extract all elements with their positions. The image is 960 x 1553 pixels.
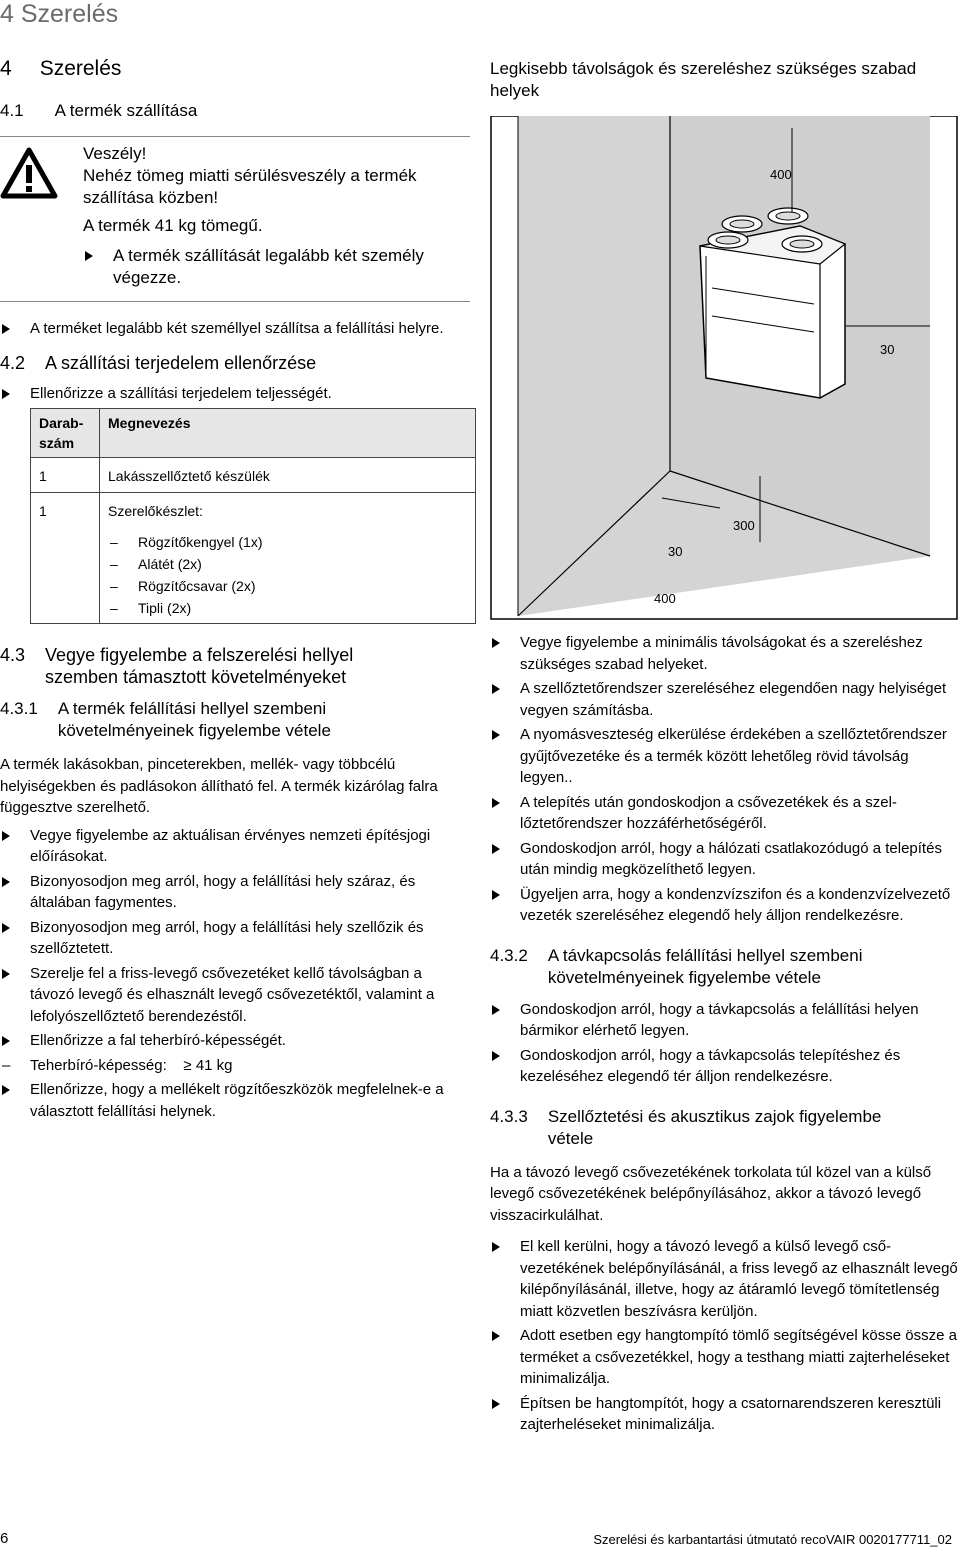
cell-name: Lakásszellőztető készülék xyxy=(100,458,476,493)
section-number: 4.3.1 xyxy=(0,699,38,718)
scope-table xyxy=(30,408,476,624)
chapter-title: Szerelés xyxy=(39,57,122,80)
section-title: A távkapcsolás felállítási hellyel szembeni követelményeinek figyelembe vétele xyxy=(547,945,863,987)
list-item: Gondoskodjon arról, hogy a hálózati csatlakozódugó a telepítés után mindig megközelíthető legyen. xyxy=(490,838,958,881)
section-number: 4.2 xyxy=(0,353,26,373)
list-item: Bizonyosodjon meg arról, hogy a felállítási hely szellőzik és szellőztetett. xyxy=(0,917,470,960)
section-number: 4.1 xyxy=(0,101,24,120)
section-title: A termék szállítása xyxy=(54,101,198,120)
chapter-number: 4 xyxy=(0,57,12,80)
section-4-3-3-heading xyxy=(490,1106,958,1150)
document-title: Szerelési és karbantartási útmutató recoVAIR 0020177711_02 xyxy=(593,1532,952,1547)
bullet-list xyxy=(0,825,470,1123)
list-item: A szellőztetőrendszer szereléséhez elegendően nagy helyiséget vegyen számításba. xyxy=(490,678,958,721)
section-4-3-2-heading xyxy=(490,945,958,989)
danger-bullet: A termék szállítását legalább két személy végezze. xyxy=(83,245,470,289)
cell-qty: 1 xyxy=(31,493,100,624)
page-number: 6 xyxy=(0,1530,9,1547)
section-title: A szállítási terjedelem ellenőrzése xyxy=(45,353,317,373)
list-item: Ellenőrizze, hogy a mellékelt rögzítőeszközök megfelelnek-e a választott felállítási helynek. xyxy=(0,1079,470,1122)
list-item: Vegye figyelembe a minimális távolságokat és a szereléshez szükséges szabad helyeket. xyxy=(490,632,958,675)
section-number: 4.3.3 xyxy=(490,1106,528,1126)
dim-floor-bottom-label: 400 xyxy=(654,591,676,606)
kit-item: – Tipli (2x) xyxy=(108,597,469,619)
danger-note: A termék 41 kg tömegű. xyxy=(83,215,263,235)
list-item: Ügyeljen arra, hogy a kondenzvízszifon és a kondenzvízelvezető vezeték szereléséhez elegendő hely álljon rendelkezésre. xyxy=(490,884,958,927)
list-item: Építsen be hangtompítót, hogy a csatornarendszeren keresztüli zajterheléseket minimalizálja. xyxy=(490,1393,958,1436)
cell-name xyxy=(100,493,476,624)
bullet-list-acoustic xyxy=(490,1236,958,1436)
right-column xyxy=(490,58,958,1436)
clearance-figure xyxy=(490,116,958,620)
kit-label: Szerelőkészlet: xyxy=(108,503,203,519)
list-item: Bizonyosodjon meg arról, hogy a felállítási hely száraz, és általában fagymentes. xyxy=(0,871,470,914)
list-item: A nyomásveszteség elkerülése érdekében a szellőztetőrendszer gyűjtővezetéke és a termék között lehetőleg rövid távolság legyen.. xyxy=(490,724,958,789)
list-item: Gondoskodjon arról, hogy a távkapcsolás telepítéshez és kezeléséhez elegendő tér álljon rendelkezésre. xyxy=(490,1045,958,1088)
section-title: A termék felállítási hellyel szembeni követelményeinek figyelembe vétele xyxy=(57,699,331,740)
section-number: 4.3 xyxy=(0,645,26,665)
list-item: Ellenőrizze a fal teherbíró-képességét. xyxy=(0,1030,470,1052)
danger-box xyxy=(0,137,470,301)
kit-item: – Alátét (2x) xyxy=(108,553,469,575)
table-row xyxy=(31,458,476,493)
list-item: A telepítés után gondoskodjon a csővezetékek és a szellőztetőrendszer hozzáférhetőségéről. xyxy=(490,792,958,835)
list-item: Adott esetben egy hangtompító tömlő segítségével kösse össze a terméket a csővezetékkel, hogy a testhang miatti zajterheléseket minimalizálja. xyxy=(490,1325,958,1390)
table-row xyxy=(31,493,476,624)
bullet-transport: A terméket legalább két személlyel szállítsa a felállítási helyre. xyxy=(0,318,470,340)
list-item: El kell kerülni, hogy a távozó levegő a külső levegő csővezetékének belépőnyílásánál, a friss levegő az elhasznált levegő kilépőnyílásánál, illetve, hogy az átáramló levegő tömítetlenség miatt közvetlen beszívásra kerüljön. xyxy=(490,1236,958,1322)
running-header: 4 Szerelés xyxy=(0,0,119,28)
dim-side-label: 30 xyxy=(880,342,895,357)
bullet-check: Ellenőrizze a szállítási terjedelem teljességét. xyxy=(0,383,470,405)
table-header-row xyxy=(31,409,476,458)
dim-floor-front-label: 300 xyxy=(733,518,755,533)
kit-item: – Rögzítőcsavar (2x) xyxy=(108,575,469,597)
warning-triangle-icon xyxy=(0,147,58,199)
dim-top-label: 400 xyxy=(770,167,792,182)
figure-title: Legkisebb távolságok és szereléshez szükséges szabad helyek xyxy=(490,59,917,100)
section-4-2-heading xyxy=(0,353,470,375)
danger-subtitle: Nehéz tömeg miatti sérülésveszély a termék szállítása közben! xyxy=(83,165,417,207)
bullet-list-clearance xyxy=(490,632,958,927)
list-item: Gondoskodjon arról, hogy a távkapcsolás a felállítási helyen bármikor elérhető legyen. xyxy=(490,999,958,1042)
ventilation-unit xyxy=(700,208,845,398)
cell-qty: 1 xyxy=(31,458,100,493)
bullet-list-remote xyxy=(490,999,958,1088)
chapter-heading xyxy=(0,58,470,88)
col-name-header: Megnevezés xyxy=(100,409,476,458)
section-4-3-heading xyxy=(0,644,470,688)
capacity-item xyxy=(0,1055,470,1077)
capacity-label: Teherbíró-képesség: xyxy=(30,1056,167,1074)
col-qty-header: Darabszám xyxy=(31,409,100,458)
left-column xyxy=(0,58,470,1122)
divider xyxy=(0,301,470,302)
danger-title: Veszély! xyxy=(83,143,147,163)
kit-item: – Rögzítőkengyel (1x) xyxy=(108,531,469,553)
paragraph: Ha a távozó levegő csővezetékének torkolata túl közel van a külső levegő csővezetékének belépőnyílásához, akkor a távozó levegő visszacirkulálhat. xyxy=(490,1163,932,1224)
section-4-1-heading xyxy=(0,100,470,122)
list-item: Szerelje fel a friss-levegő csővezetéket kellő távolságban a távozó levegő és elhasznált levegő csővezetéktől, valamint a lefolyószellőztető berendezéstől. xyxy=(0,963,470,1028)
paragraph: A termék lakásokban, pinceterekben, mellék- vagy többcélú helyiségekben és padlásokon állítható fel. A termék kizárólag falra függesztve szerelhető. xyxy=(0,756,438,816)
list-item: Vegye figyelembe az aktuálisan érvényes nemzeti építésjogi előírásokat. xyxy=(0,825,470,868)
section-title: Vegye figyelembe a felszerelési hellyel szemben támasztott követelményeket xyxy=(45,645,354,687)
dim-floor-side-label: 30 xyxy=(668,544,683,559)
section-title: Szellőztetési és akusztikus zajok figyelembe vétele xyxy=(547,1106,882,1148)
section-4-3-1-heading xyxy=(0,698,470,742)
section-number: 4.3.2 xyxy=(490,945,528,965)
kit-items xyxy=(108,531,469,619)
capacity-value: ≥ 41 kg xyxy=(183,1056,233,1074)
